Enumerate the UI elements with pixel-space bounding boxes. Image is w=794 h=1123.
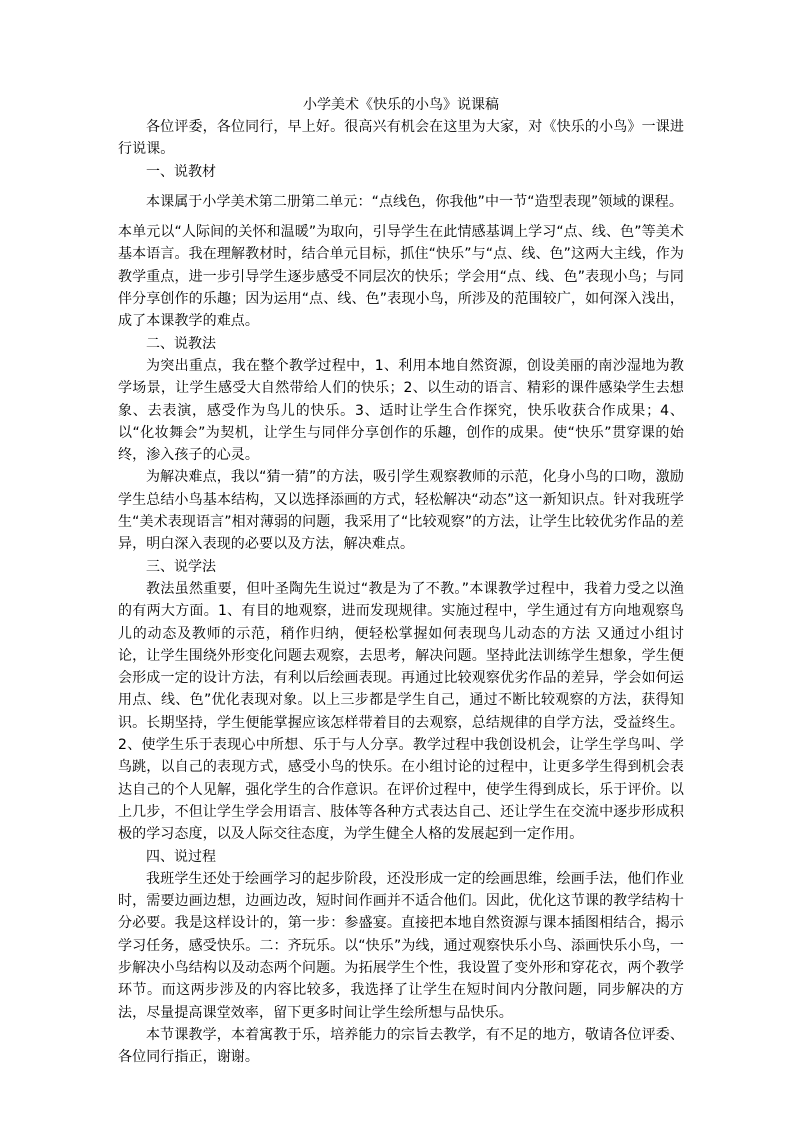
section-process-paragraph: 我班学生还处于绘画学习的起步阶段，还没形成一定的绘画思维，绘画手法，他们作业时，需要边画边想，边画边改，短时间作画并不适合他们。因此，优化这节课的教学结构十分必要。我是这样设计的，第一步：参盛宴。直接把本地自然资源与课本插图相结合，揭示学习任务，感受快乐。二：齐玩乐。以“快乐”为线，通过观察快乐小鸟、添画快乐小鸟，一步解决小鸟结构以及动态两个问题。为拓展学生个性，我设置了变外形和穿花衣，两个教学环节。而这两步涉及的内容比较多，我选择了让学生在短时间内分散问题，同步解决的方法，尽量提高课堂效率，留下更多时间让学生绘所想与品快乐。 <box>118 870 684 1021</box>
section-textbook-paragraph-2: 本单元以“人际间的关怀和温暖”为取向，引导学生在此情感基调上学习“点、线、色”等美术基本语言。我在理解教材时，结合单元目标，抓住“快乐”与“点、线、色”这两大主线，作为教学重点，进一步引导学生逐步感受不同层次的快乐；学会用“点、线、色”表现小鸟；与同伴分享创作的乐趣；因为运用“点、线、色”表现小鸟，所涉及的范围较广，如何深入浅出，成了本课教学的难点。 <box>118 224 684 330</box>
section-heading-teaching-method: 二、说教法 <box>146 335 216 352</box>
section-teaching-method-paragraph-1: 为突出重点，我在整个教学过程中，1、利用本地自然资源，创设美丽的南沙湿地为教学场景，让学生感受大自然带给人们的快乐；2、以生动的语言、精彩的课件感染学生去想象、去表演，感受作为鸟儿的快乐。3、适时让学生合作探究，快乐收获合作成果；4、以“化妆舞会”为契机，让学生与同伴分享创作的乐趣，创作的成果。使“快乐”贯穿课的始终，渗入孩子的心灵。 <box>118 357 684 464</box>
section-learning-method-paragraph: 教法虽然重要，但叶圣陶先生说过“教是为了不教。”本课教学过程中，我着力受之以渔的有两大方面。1、有目的地观察，进而发现规律。实施过程中，学生通过有方向地观察鸟儿的动态及教师的示范，稍作归纳，便轻松掌握如何表现鸟儿动态的方法 又通过小组讨论，让学生围绕外形变化问题去观察，去思考，解决问题。坚持此法训练学生想象，学生便会形成一定的设计方法，有利以后绘画表现。再通过比较观察优劣作品的差异，学会如何运用点、线、色”优化表现对象。以上三步都是学生自己，通过不断比较观察的方法，获得知识。长期坚持，学生便能掌握应该怎样带着目的去观察，总结规律的自学方法，受益终生。 2、使学生乐于表现心中所想、乐于与人分享。教学过程中我创设机会，让学生学鸟叫、学鸟跳，以自己的表现方式，感受小鸟的快乐。在小组讨论的过程中，让更多学生得到机会表达自己的个人见解，强化学生的合作意识。在评价过程中，使学生得到成长，乐于评价。以上几步，不但让学生学会用语言、肢体等各种方式表达自己、还让学生在交流中逐步形成积极的学习态度，以及人际交往态度，为学生健全人格的发展起到一定作用。 <box>118 580 684 843</box>
closing-paragraph: 本节课教学，本着寓教于乐，培养能力的宗旨去教学，有不足的地方，敬请各位评委、各位同行指正，谢谢。 <box>118 1026 684 1066</box>
document-title: 小学美术《快乐的小鸟》说课稿 <box>303 97 499 113</box>
section-textbook-paragraph-1: 本课属于小学美术第二册第二单元：“点线色，你我他”中一节“造型表现”领域的课程。 <box>146 193 684 210</box>
intro-paragraph: 各位评委，各位同行，早上好。很高兴有机会在这里为大家，对《快乐的小鸟》一课进行说课。 <box>118 119 684 158</box>
section-heading-process: 四、说过程 <box>146 848 216 865</box>
section-teaching-method-paragraph-2: 为解决难点，我以“猜一猜”的方法，吸引学生观察教师的示范，化身小鸟的口吻，激励学生总结小鸟基本结构，又以选择添画的方式，轻松解决“动态”这一新知识点。针对我班学生“美术表现语言”相对薄弱的问题，我采用了“比较观察”的方法，让学生比较优劣作品的差异，明白深入表现的必要以及方法，解决难点。 <box>118 469 684 553</box>
section-heading-textbook: 一、说教材 <box>146 163 216 180</box>
document-page <box>118 94 684 1068</box>
section-heading-learning-method: 三、说学法 <box>146 558 216 575</box>
